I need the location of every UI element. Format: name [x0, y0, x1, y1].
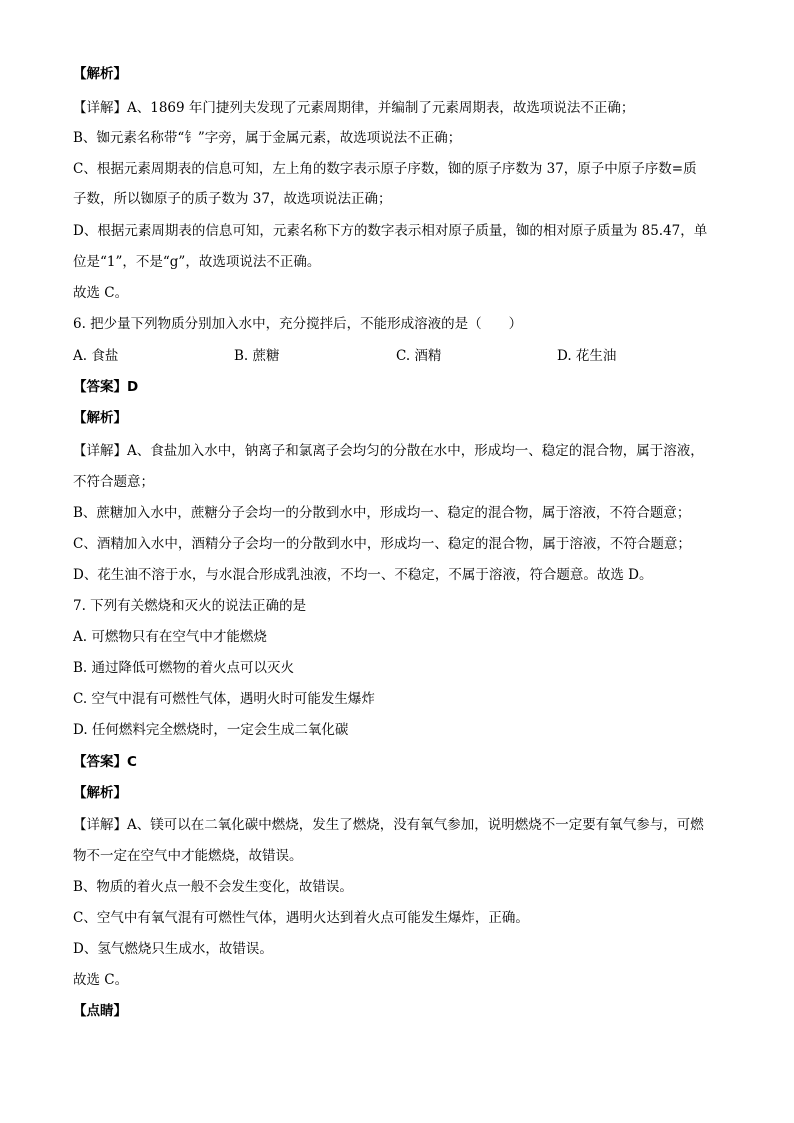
q6-option-a: A. 食盐 [73, 348, 119, 364]
q6-detail-b: B、蔗糖加入水中，蔗糖分子会均一的分散到水中，形成均一、稳定的混合物，属于溶液，不符合题意； [73, 505, 691, 521]
q5-detail-a: 【详解】A、1869 年门捷列夫发现了元素周期律，并编制了元素周期表，故选项说法不正确； [73, 100, 635, 116]
q5-detail-d-line1: D、根据元素周期表的信息可知，元素名称下方的数字表示相对原子质量，铷的相对原子质量为 85.47，单 [73, 223, 708, 239]
q6-detail-d: D、花生油不溶于水，与水混合形成乳浊液，不均一、不稳定，不属于溶液，符合题意。故选 D。 [73, 567, 653, 583]
q7-analysis-heading: 【解析】 [73, 785, 127, 801]
q7-conclusion: 故选 C。 [73, 972, 129, 988]
q6-analysis-heading: 【解析】 [73, 410, 127, 426]
q7-detail-a-line2: 物不一定在空气中才能燃烧，故错误。 [73, 848, 303, 864]
q6-detail-c: C、酒精加入水中，酒精分子会均一的分散到水中，形成均一、稳定的混合物，属于溶液，不符合题意； [73, 536, 691, 552]
q5-detail-c-line2: 子数，所以铷原子的质子数为 37，故选项说法正确； [73, 191, 392, 207]
q7-option-d: D. 任何燃料完全燃烧时，一定会生成二氧化碳 [73, 722, 349, 738]
q5-conclusion: 故选 C。 [73, 285, 129, 301]
q6-option-c: C. 酒精 [396, 348, 442, 364]
q7-detail-d: D、氢气燃烧只生成水，故错误。 [73, 941, 273, 957]
q7-detail-b: B、物质的着火点一般不会发生变化，故错误。 [73, 879, 353, 895]
q6-answer: 【答案】D [73, 379, 139, 395]
q7-option-b: B. 通过降低可燃物的着火点可以灭火 [73, 660, 295, 676]
q5-analysis-heading: 【解析】 [73, 66, 127, 82]
q7-option-c: C. 空气中混有可燃性气体，遇明火时可能发生爆炸 [73, 691, 375, 707]
q5-detail-c-line1: C、根据元素周期表的信息可知，左上角的数字表示原子序数，铷的原子序数为 37，原子中原子序数=质 [73, 161, 697, 177]
q5-detail-d-line2: 位是“1”，不是“g”，故选项说法不正确。 [73, 254, 321, 270]
q7-option-a: A. 可燃物只有在空气中才能燃烧 [73, 629, 267, 645]
q7-stem: 7. 下列有关燃烧和灭火的说法正确的是 [73, 598, 307, 614]
q6-detail-a-line1: 【详解】A、食盐加入水中，钠离子和氯离子会均匀的分散在水中，形成均一、稳定的混合物，属于溶液， [73, 443, 704, 459]
q7-answer: 【答案】C [73, 754, 137, 770]
q6-detail-a-line2: 不符合题意； [73, 474, 154, 490]
q7-comment-heading: 【点睛】 [73, 1003, 127, 1019]
q6-option-b: B. 蔗糖 [234, 348, 280, 364]
q7-detail-c: C、空气中有氧气混有可燃性气体，遇明火达到着火点可能发生爆炸，正确。 [73, 910, 529, 926]
q7-detail-a-line1: 【详解】A、镁可以在二氧化碳中燃烧，发生了燃烧，没有氧气参加，说明燃烧不一定要有氧气参与，可燃 [73, 817, 704, 833]
q5-detail-b: B、铷元素名称带“钅”字旁，属于金属元素，故选项说法不正确； [73, 130, 462, 146]
q6-stem: 6. 把少量下列物质分别加入水中，充分搅拌后，不能形成溶液的是（ ） [73, 316, 523, 332]
q6-option-d: D. 花生油 [557, 348, 617, 364]
